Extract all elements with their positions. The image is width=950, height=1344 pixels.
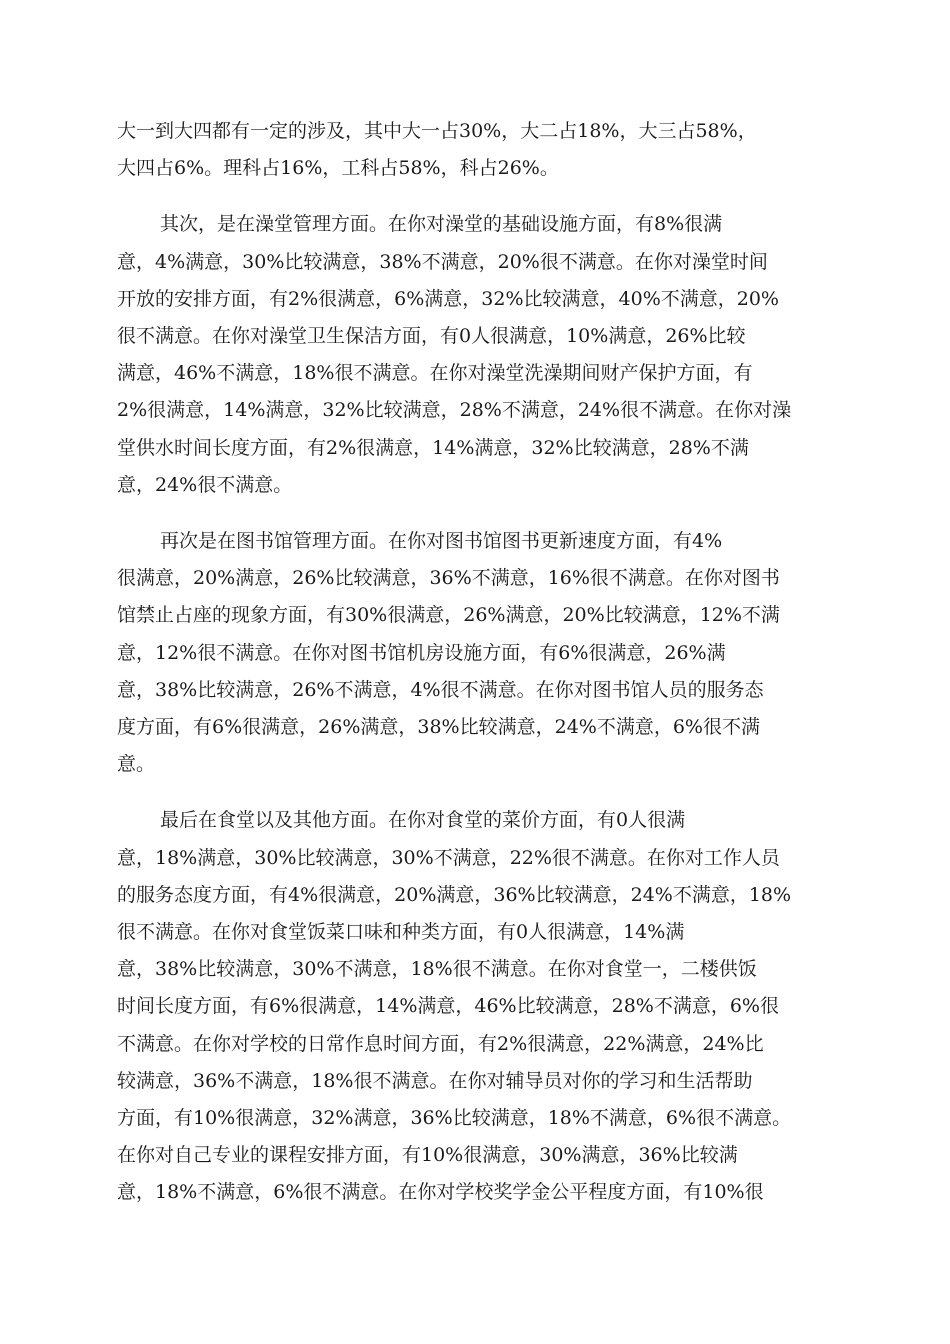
text-line: 大四占6%。理科占16%，工科占58%，科占26%。: [117, 157, 559, 180]
document-page: [117, 113, 833, 1212]
paragraph-library-management: [117, 523, 833, 783]
text-line: 其次，是在澡堂管理方面。在你对澡堂的基础设施方面，有8%很满: [160, 213, 723, 236]
paragraph-bathhouse-management: [117, 206, 833, 504]
text-line: 很满意，20%满意，26%比较满意，36%不满意，16%很不满意。在你对图书: [117, 567, 780, 590]
text-line: 堂供水时间长度方面，有2%很满意，14%满意，32%比较满意，28%不满: [117, 436, 749, 459]
text-line: 意。: [117, 753, 156, 776]
text-line: 的服务态度方面，有4%很满意，20%满意，36%比较满意，24%不满意，18%: [117, 883, 792, 906]
text-line: 意，18%满意，30%比较满意，30%不满意，22%很不满意。在你对工作人员: [117, 846, 780, 869]
text-line: 意，18%不满意，6%很不满意。在你对学校奖学金公平程度方面，有10%很: [117, 1181, 764, 1204]
text-line: 意，12%很不满意。在你对图书馆机房设施方面，有6%很满意，26%满: [117, 641, 726, 664]
text-line: 开放的安排方面，有2%很满意，6%满意，32%比较满意，40%不满意，20%: [117, 287, 779, 310]
paragraph-canteen-and-other: [117, 802, 833, 1211]
paragraph-student-distribution: [117, 113, 833, 187]
text-line: 最后在食堂以及其他方面。在你对食堂的菜价方面，有0人很满: [160, 809, 686, 832]
text-line: 在你对自己专业的课程安排方面，有10%很满意，30%满意，36%比较满: [117, 1144, 738, 1167]
text-line: 意，38%比较满意，30%不满意，18%很不满意。在你对食堂一，二楼供饭: [117, 958, 757, 981]
text-line: 较满意，36%不满意，18%很不满意。在你对辅导员对你的学习和生活帮助: [117, 1069, 753, 1092]
text-line: 意，38%比较满意，26%不满意，4%很不满意。在你对图书馆人员的服务态: [117, 678, 764, 701]
text-line: 度方面，有6%很满意，26%满意，38%比较满意，24%不满意，6%很不满: [117, 716, 760, 739]
text-line: 很不满意。在你对澡堂卫生保洁方面，有0人很满意，10%满意，26%比较: [117, 325, 746, 348]
text-line: 馆禁止占座的现象方面，有30%很满意，26%满意，20%比较满意，12%不满: [117, 604, 780, 627]
text-line: 满意，46%不满意，18%很不满意。在你对澡堂洗澡期间财产保护方面，有: [117, 362, 753, 385]
text-line: 很不满意。在你对食堂饭菜口味和种类方面，有0人很满意，14%满: [117, 921, 685, 944]
text-line: 意，24%很不满意。: [117, 473, 293, 496]
text-line: 2%很满意，14%满意，32%比较满意，28%不满意，24%很不满意。在你对澡: [117, 399, 792, 422]
text-line: 意，4%满意，30%比较满意，38%不满意，20%很不满意。在你对澡堂时间: [117, 250, 768, 273]
text-line: 大一到大四都有一定的涉及，其中大一占30%，大二占18%，大三占58%，: [117, 120, 757, 142]
text-line: 时间长度方面，有6%很满意，14%满意，46%比较满意，28%不满意，6%很: [117, 995, 779, 1018]
text-line: 方面，有10%很满意，32%满意，36%比较满意，18%不满意，6%很不满意。: [117, 1107, 792, 1130]
text-line: 再次是在图书馆管理方面。在你对图书馆图书更新速度方面，有4%: [160, 530, 723, 553]
text-line: 不满意。在你对学校的日常作息时间方面，有2%很满意，22%满意，24%比: [117, 1032, 764, 1055]
